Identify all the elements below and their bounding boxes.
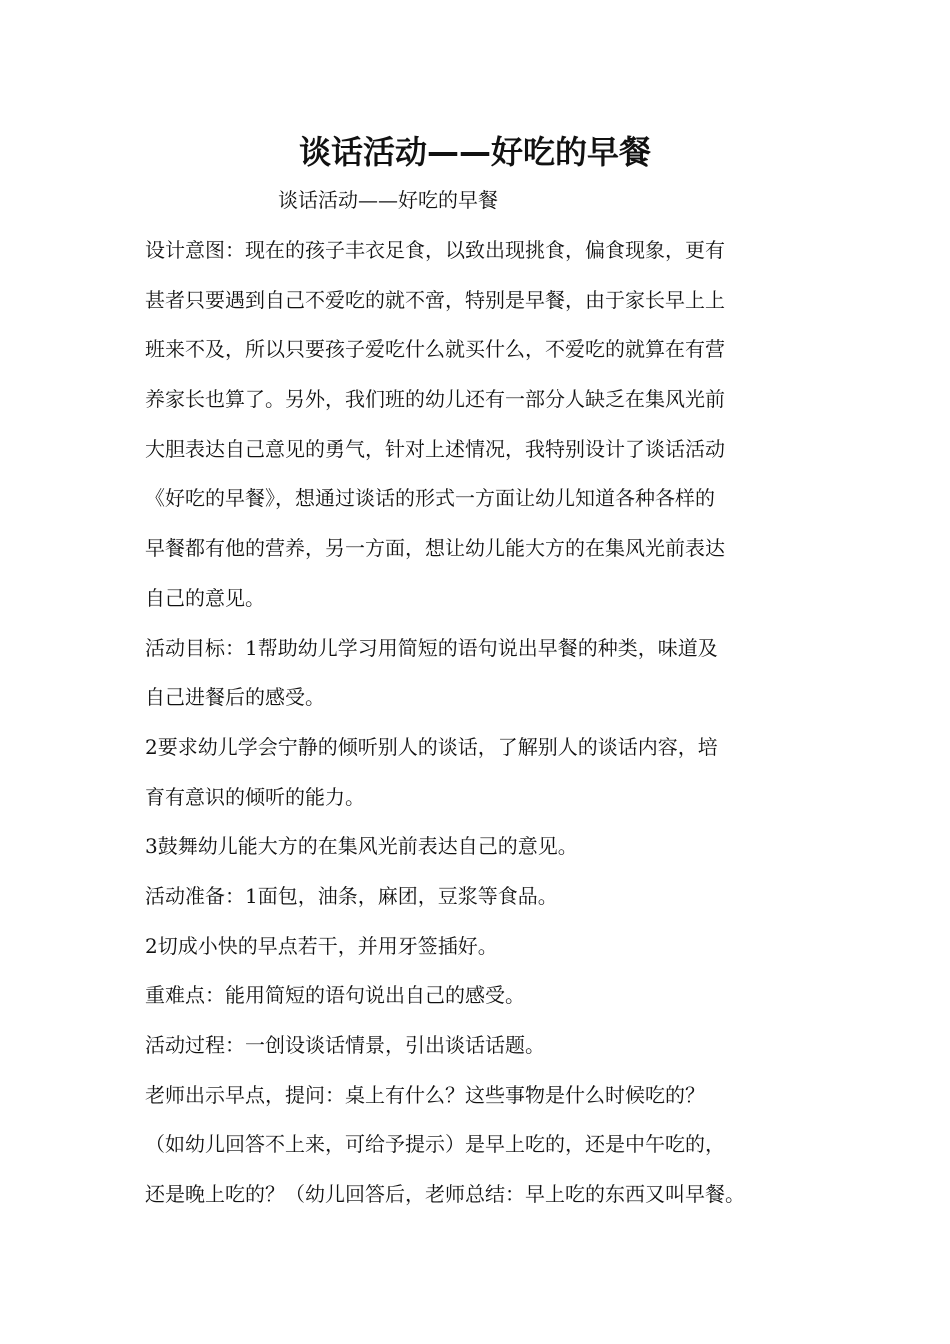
body-line: 重难点：能用简短的语句说出自己的感受。	[145, 983, 525, 1008]
body-line: 还是晚上吃的？（幼儿回答后，老师总结：早上吃的东西又叫早餐。	[145, 1182, 745, 1207]
body-line: 甚者只要遇到自己不爱吃的就不啻，特别是早餐，由于家长早上上	[145, 287, 725, 312]
document-body	[145, 232, 825, 1226]
body-line: 早餐都有他的营养，另一方面，想让幼儿能大方的在集风光前表达	[145, 536, 725, 561]
body-line: 活动目标：1帮助幼儿学习用简短的语句说出早餐的种类，味道及	[145, 635, 718, 660]
body-line: 自己的意见。	[145, 585, 265, 610]
body-line: 《好吃的早餐》，想通过谈话的形式一方面让幼儿知道各种各样的	[145, 486, 715, 511]
body-line: 2切成小快的早点若干，并用牙签插好。	[145, 933, 498, 958]
body-line: 活动准备：1面包，油条，麻团，豆浆等食品。	[145, 883, 558, 908]
body-line: 设计意图：现在的孩子丰衣足食，以致出现挑食，偏食现象，更有	[145, 238, 725, 262]
body-line: 班来不及，所以只要孩子爱吃什么就买什么，不爱吃的就算在有营	[145, 337, 725, 362]
body-line: 活动过程：一创设谈话情景，引出谈话话题。	[145, 1033, 545, 1057]
body-line: 2要求幼儿学会宁静的倾听别人的谈话，了解别人的谈话内容，培	[145, 734, 718, 759]
body-line: 养家长也算了。另外，我们班的幼儿还有一部分人缺乏在集风光前	[145, 387, 725, 412]
document-title: 谈话活动——好吃的早餐	[298, 133, 651, 171]
body-line: （如幼儿回答不上来，可给予提示）是早上吃的，还是中午吃的，	[145, 1132, 725, 1157]
body-line: 自己进餐后的感受。	[145, 685, 325, 710]
document-subtitle: 谈话活动——好吃的早餐	[278, 188, 498, 212]
body-line: 3鼓舞幼儿能大方的在集风光前表达自己的意见。	[145, 834, 578, 859]
body-line: 大胆表达自己意见的勇气，针对上述情况，我特别设计了谈话活动	[145, 436, 725, 461]
body-line: 育有意识的倾听的能力。	[145, 784, 365, 809]
body-line: 老师出示早点，提问：桌上有什么？这些事物是什么时候吃的？	[145, 1082, 705, 1107]
